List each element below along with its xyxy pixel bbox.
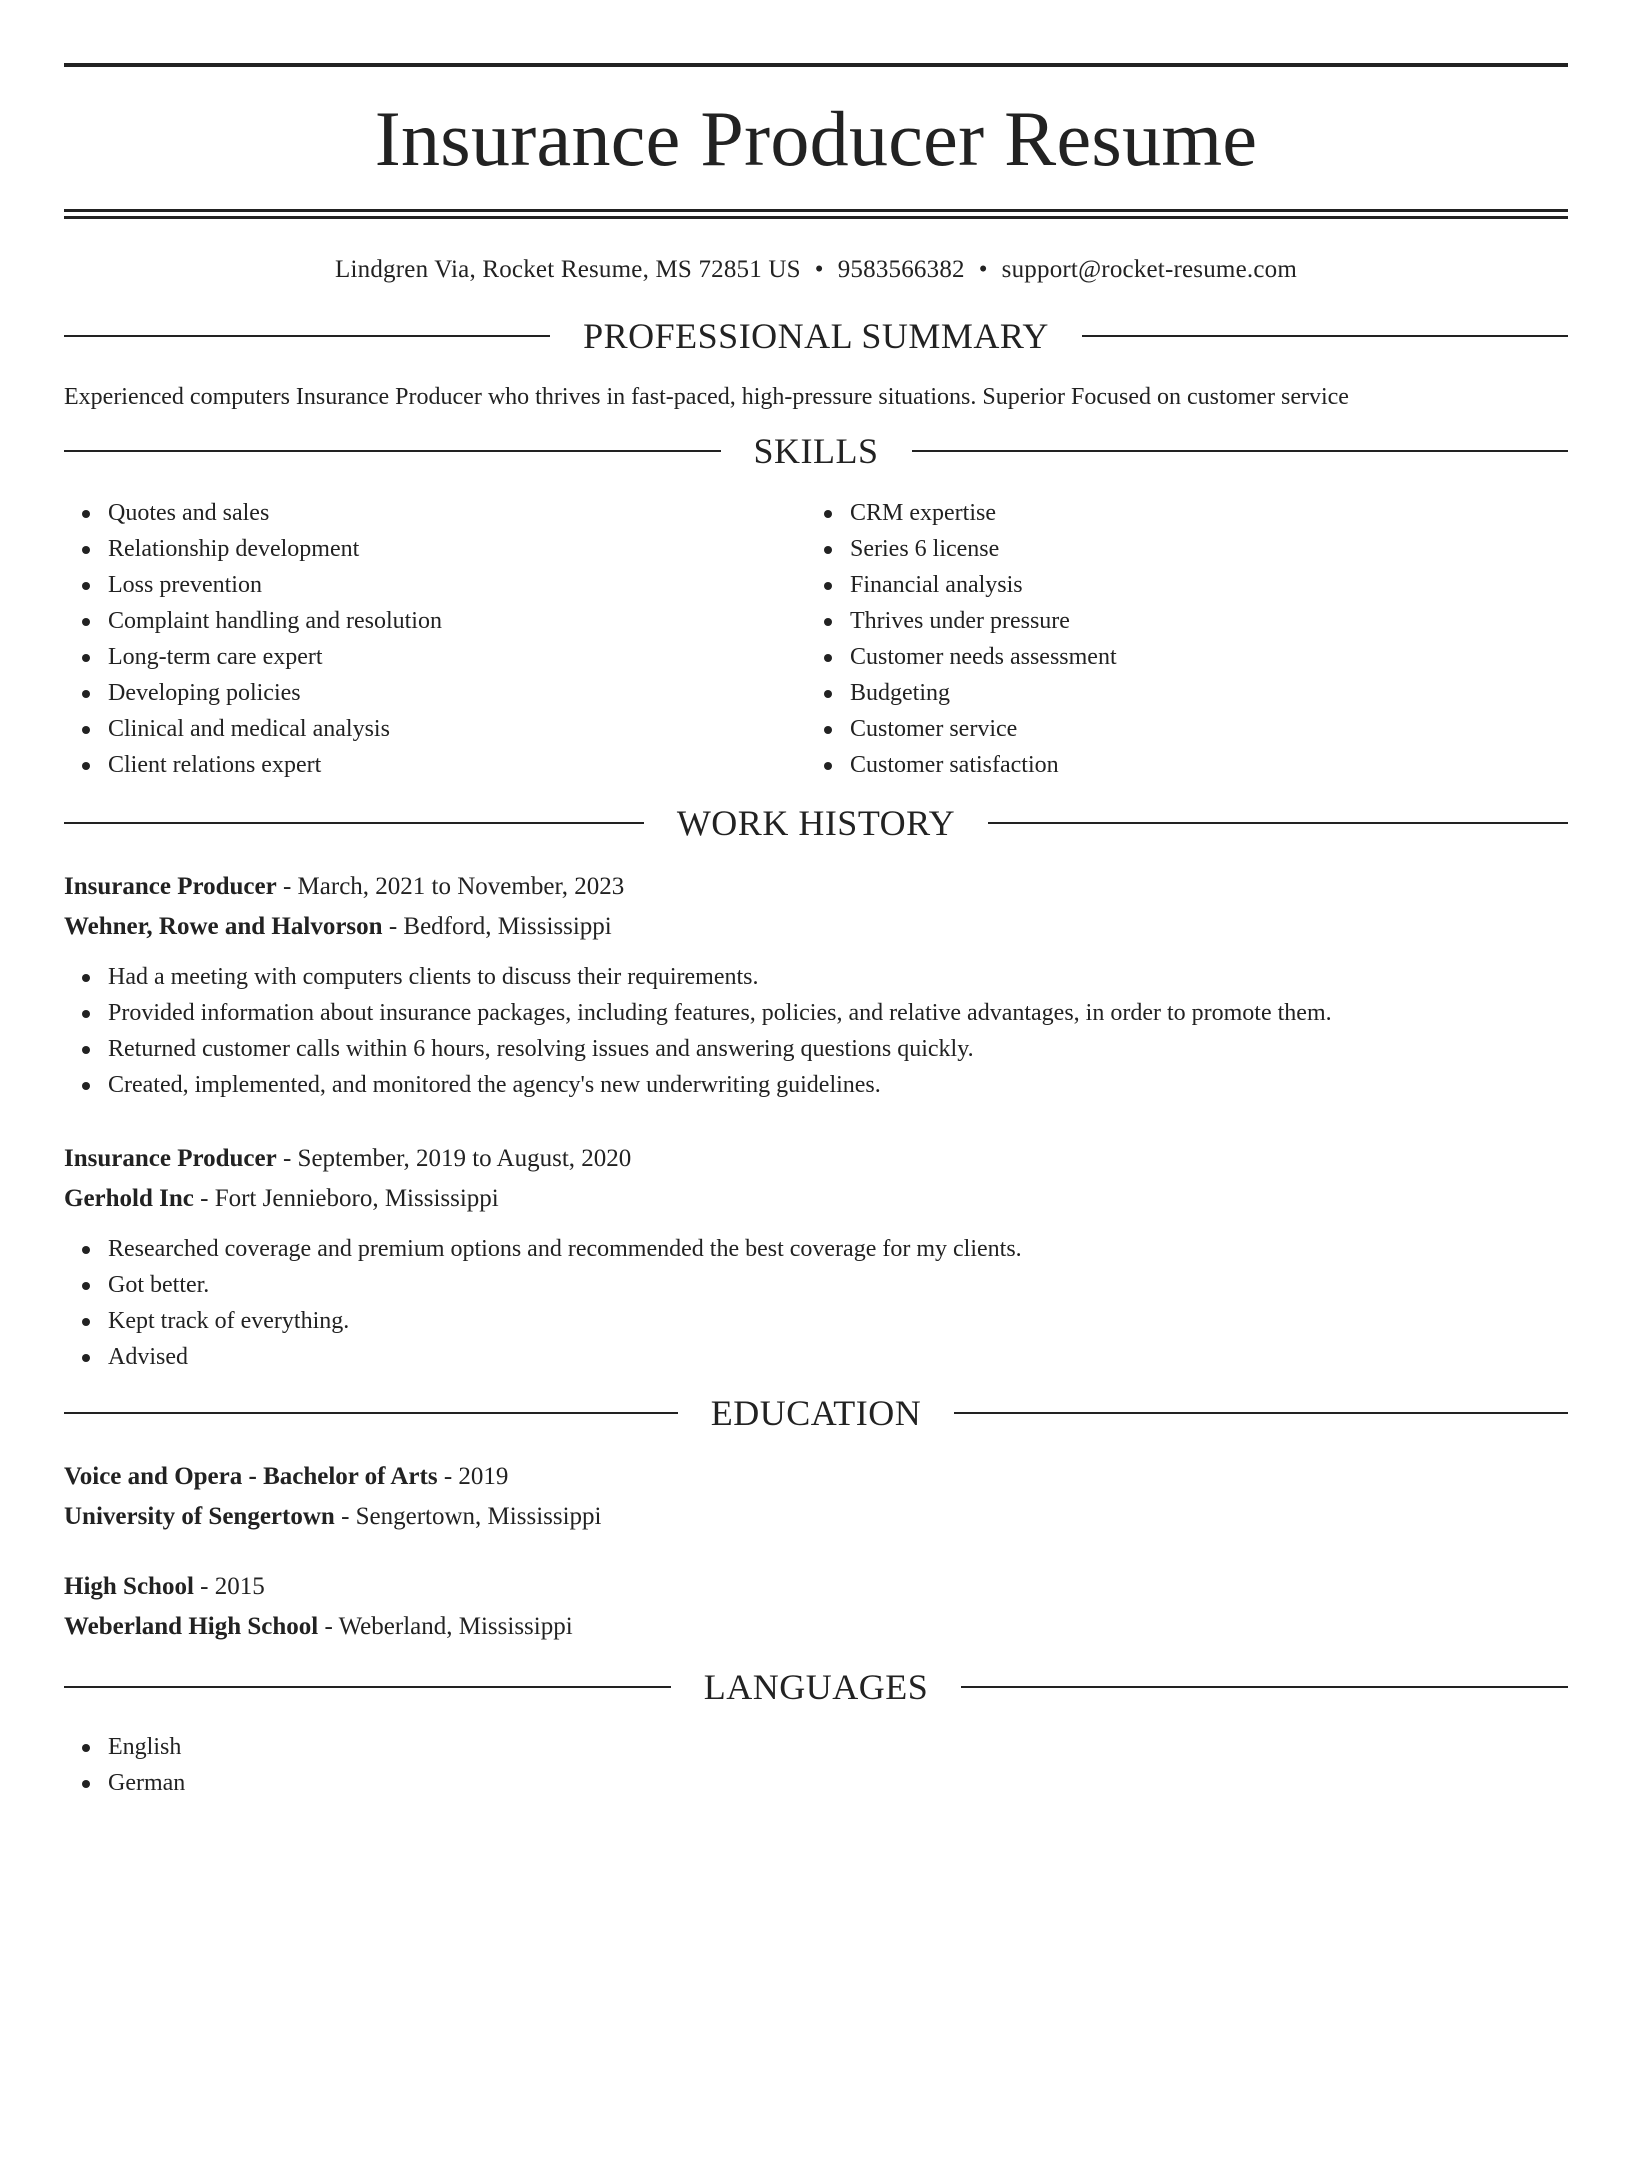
- job-bullets: [64, 959, 1568, 1103]
- job-location: - Bedford, Mississippi: [382, 913, 612, 941]
- school-line: [64, 1607, 1568, 1647]
- work-heading-label: WORK HISTORY: [676, 803, 956, 844]
- job-company-line: [64, 907, 1568, 947]
- education-entry: [64, 1567, 1568, 1647]
- degree-line: [64, 1567, 1568, 1607]
- skill-item: CRM expertise: [806, 495, 1548, 531]
- work-entry: [64, 1139, 1568, 1375]
- resume-page: [0, 63, 1632, 2175]
- heading-rule-right: [954, 1412, 1568, 1414]
- skill-item: Series 6 license: [806, 531, 1548, 567]
- heading-rule-right: [961, 1686, 1568, 1688]
- job-bullets: [64, 1231, 1568, 1375]
- language-list: [64, 1729, 1568, 1801]
- contact-line: [64, 257, 1568, 282]
- contact-separator: •: [978, 256, 988, 283]
- resume-title: Insurance Producer Resume: [374, 95, 1258, 182]
- language-item: German: [64, 1765, 1568, 1801]
- heading-rule-left: [64, 450, 721, 452]
- job-bullet: Researched coverage and premium options and recommended the best coverage for my clients.: [64, 1231, 1568, 1267]
- contact-email: support@rocket-resume.com: [1001, 256, 1297, 283]
- top-rule: [64, 63, 1568, 67]
- job-dates: - September, 2019 to August, 2020: [276, 1145, 632, 1173]
- job-bullet: Provided information about insurance packages, including features, policies, and relative advantages, in order to promote them.: [64, 995, 1568, 1031]
- skill-item: Client relations expert: [64, 747, 806, 783]
- heading-rule-right: [1082, 335, 1568, 337]
- school: University of Sengertown: [64, 1503, 335, 1531]
- work-heading: [64, 803, 1568, 844]
- school: Weberland High School: [64, 1613, 319, 1641]
- job-title: Insurance Producer: [64, 1145, 277, 1173]
- skills-grid: [64, 495, 1568, 783]
- job-company-line: [64, 1179, 1568, 1219]
- job-title-line: [64, 1139, 1568, 1179]
- contact-phone: 9583566382: [837, 256, 965, 283]
- skill-item: Clinical and medical analysis: [64, 711, 806, 747]
- skill-item: Long-term care expert: [64, 639, 806, 675]
- job-company: Gerhold Inc: [64, 1185, 194, 1213]
- job-bullet: Kept track of everything.: [64, 1303, 1568, 1339]
- languages-heading-label: LANGUAGES: [703, 1667, 929, 1708]
- degree: Voice and Opera - Bachelor of Arts: [64, 1463, 438, 1491]
- skill-item: Customer satisfaction: [806, 747, 1548, 783]
- job-bullet: Had a meeting with computers clients to discuss their requirements.: [64, 959, 1568, 995]
- skill-item: Quotes and sales: [64, 495, 806, 531]
- skill-item: Customer service: [806, 711, 1548, 747]
- skills-heading: [64, 431, 1568, 472]
- heading-rule-right: [988, 822, 1568, 824]
- skills-column-right: [806, 495, 1548, 783]
- languages-heading: [64, 1667, 1568, 1708]
- degree: High School: [64, 1573, 194, 1601]
- contact-separator: •: [814, 256, 824, 283]
- degree-year: - 2015: [193, 1573, 265, 1601]
- job-company: Wehner, Rowe and Halvorson: [64, 913, 383, 941]
- heading-rule-left: [64, 335, 550, 337]
- job-bullet: Advised: [64, 1339, 1568, 1375]
- heading-rule-left: [64, 822, 644, 824]
- education-heading: [64, 1393, 1568, 1434]
- skill-item: Customer needs assessment: [806, 639, 1548, 675]
- contact-address: Lindgren Via, Rocket Resume, MS 72851 US: [335, 256, 801, 283]
- skill-item: Loss prevention: [64, 567, 806, 603]
- education-entry: [64, 1457, 1568, 1537]
- skills-column-left: [64, 495, 806, 783]
- job-location: - Fort Jennieboro, Mississippi: [193, 1185, 499, 1213]
- skill-item: Thrives under pressure: [806, 603, 1548, 639]
- skills-heading-label: SKILLS: [753, 431, 879, 472]
- work-entry: [64, 867, 1568, 1103]
- summary-heading: [64, 318, 1568, 354]
- heading-rule-right: [912, 450, 1569, 452]
- job-title: Insurance Producer: [64, 873, 277, 901]
- degree-line: [64, 1457, 1568, 1497]
- heading-rule-left: [64, 1686, 671, 1688]
- job-dates: - March, 2021 to November, 2023: [276, 873, 625, 901]
- education-heading-label: EDUCATION: [710, 1393, 922, 1434]
- job-bullet: Got better.: [64, 1267, 1568, 1303]
- school-line: [64, 1497, 1568, 1537]
- school-location: - Sengertown, Mississippi: [334, 1503, 602, 1531]
- degree-year: - 2019: [437, 1463, 509, 1491]
- skill-item: Relationship development: [64, 531, 806, 567]
- summary-text: Experienced computers Insurance Producer who thrives in fast-paced, high-pressure situations. Superior Focused on customer service: [64, 384, 1349, 410]
- heading-rule-left: [64, 1412, 678, 1414]
- skill-item: Budgeting: [806, 675, 1548, 711]
- language-item: English: [64, 1729, 1568, 1765]
- skill-item: Developing policies: [64, 675, 806, 711]
- job-bullet: Returned customer calls within 6 hours, resolving issues and answering questions quickly.: [64, 1031, 1568, 1067]
- school-location: - Weberland, Mississippi: [318, 1613, 573, 1641]
- skill-item: Complaint handling and resolution: [64, 603, 806, 639]
- skill-item: Financial analysis: [806, 567, 1548, 603]
- job-bullet: Created, implemented, and monitored the agency's new underwriting guidelines.: [64, 1067, 1568, 1103]
- job-title-line: [64, 867, 1568, 907]
- summary-heading-label: PROFESSIONAL SUMMARY: [583, 316, 1049, 356]
- title-double-rule: [64, 209, 1568, 219]
